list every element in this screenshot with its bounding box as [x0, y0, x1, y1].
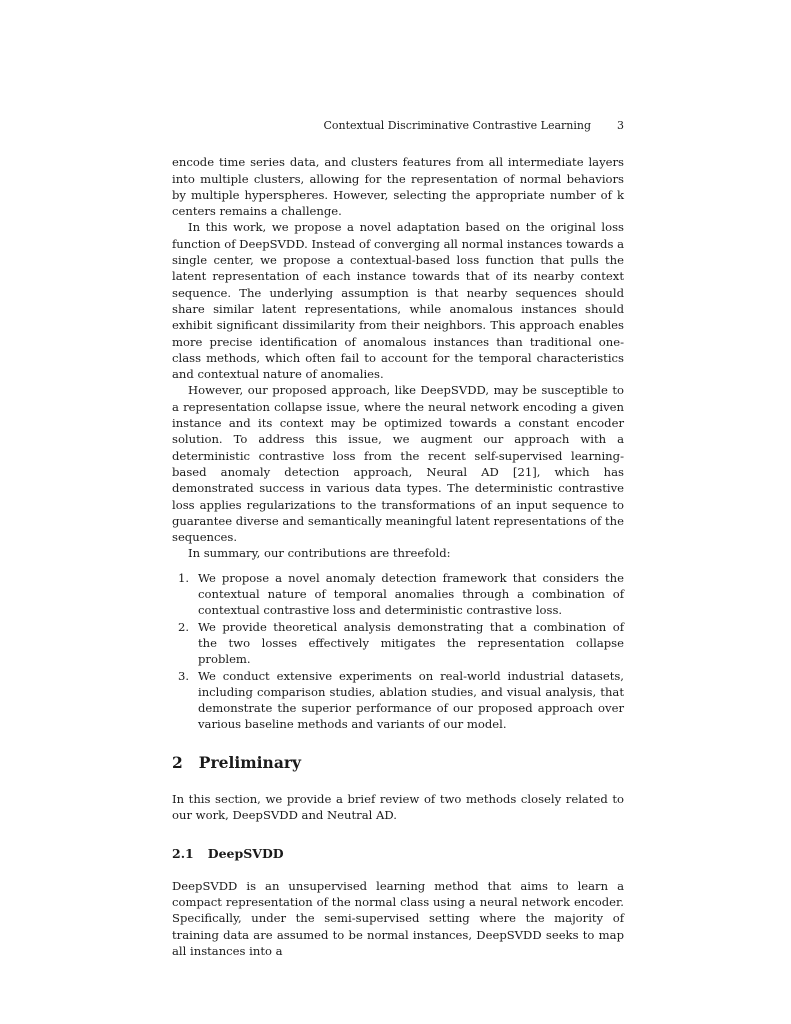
- subsection-heading: [172, 846, 624, 862]
- page-number: 3: [617, 119, 624, 132]
- list-item-number: 1.: [178, 570, 190, 585]
- list-item: [172, 668, 624, 733]
- list-item: [172, 619, 624, 668]
- deepsvdd-paragraph: DeepSVDD is an unsupervised learning method that aims to learn a compact representation of the normal class using a neural network encoder. Specifically, under the semi-supervised setting where the majority of training data are assumed to be normal instances, DeepSVDD seeks to map all instances into a: [172, 878, 624, 959]
- contributions-list: [172, 570, 624, 733]
- section-intro-paragraph: In this section, we provide a brief review of two methods closely related to our work, DeepSVDD and Neutral AD.: [172, 791, 624, 823]
- paragraph-continuation: encode time series data, and clusters features from all intermediate layers into multiple clusters, allowing for the representation of normal behaviors by multiple hyperspheres. However, selecting the appropriate number of k centers remains a challenge.: [172, 155, 624, 219]
- section-heading: [172, 752, 624, 772]
- list-item-text: We propose a novel anomaly detection framework that considers the contextual nature of temporal anomalies through a combination of contextual contrastive loss and deterministic contrastive loss.: [198, 570, 624, 618]
- paper-page: [172, 118, 624, 959]
- subsection-title: DeepSVDD: [207, 845, 284, 861]
- list-item-text: We conduct extensive experiments on real-world industrial datasets, including comparison studies, ablation studies, and visual analysis, that demonstrate the superior performance of our proposed approach over various baseline methods and variants of our model.: [198, 668, 624, 732]
- running-head-title: Contextual Discriminative Contrastive Learning: [323, 119, 591, 132]
- section-title: Preliminary: [198, 752, 302, 772]
- list-item-text: We provide theoretical analysis demonstrating that a combination of the two losses effectively mitigates the representation collapse problem.: [198, 619, 624, 667]
- running-head: [172, 118, 624, 134]
- paragraph-collapse: However, our proposed approach, like DeepSVDD, may be susceptible to a representation collapse issue, where the neural network encoding a given instance and its context may be optimized towards a constant encoder solution. To address this issue, we augment our approach with a deterministic contrastive loss from the recent self-supervised learning-based anomaly detection approach, Neural AD [21], which has demonstrated success in various data types. The deterministic contrastive loss applies regularizations to the transformations of an input sequence to guarantee diverse and semantically meaningful latent representations of the sequences.: [172, 383, 624, 545]
- list-item-number: 2.: [178, 619, 190, 634]
- list-item: [172, 570, 624, 619]
- paragraph-proposal: In this work, we propose a novel adaptation based on the original loss function of DeepSVDD. Instead of converging all normal instances towards a single center, we propose a contextual-based loss function that pulls the latent representation of each instance towards that of its nearby context sequence. The underlying assumption is that nearby sequences should share similar latent representations, while anomalous instances should exhibit significant dissimilarity from their neighbors. This approach enables more precise identification of anomalous instances than traditional one-class methods, which often fail to account for the temporal characteristics and contextual nature of anomalies.: [172, 220, 625, 382]
- list-item-number: 3.: [178, 668, 190, 683]
- paragraph-summary: In summary, our contributions are threefold:: [188, 546, 451, 561]
- section-number: 2: [172, 752, 183, 772]
- subsection-number: 2.1: [172, 845, 194, 861]
